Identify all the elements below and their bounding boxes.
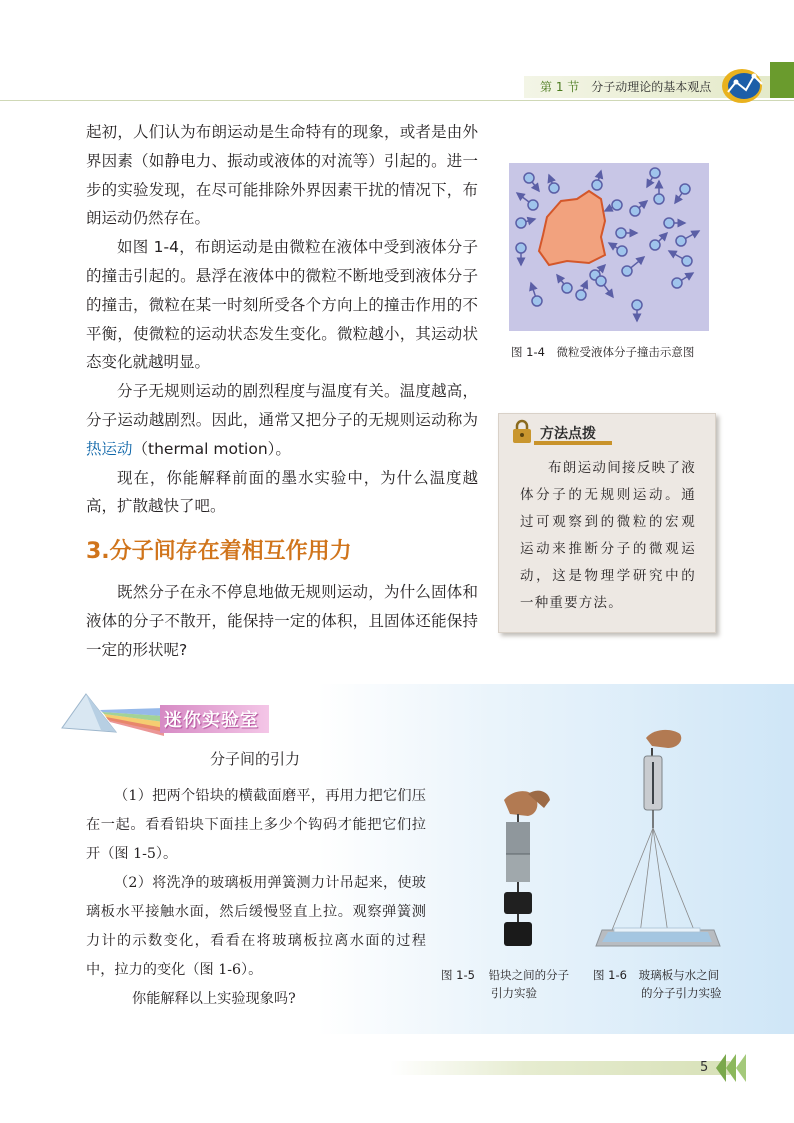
figure-1-6-label: 图 1-6 (593, 968, 627, 982)
figure-1-6-spring-scale (594, 724, 724, 956)
lab-step: （2）将洗净的玻璃板用弹簧测力计吊起来，使玻璃板水平接触水面，然后缓慢竖直上拉。观察弹簧测力计的示数变化，看看在将玻璃板拉离水面的过程中，拉力的变化（图 1-6）。 (86, 875, 426, 978)
main-text-2 (86, 578, 478, 664)
figure-1-5-lead-blocks (484, 784, 554, 954)
paragraph-text: （thermal motion）。 (132, 439, 291, 458)
paragraph (86, 377, 478, 463)
paragraph: 如图 1-4，布朗运动是由微粒在液体中受到液体分子的撞击引起的。悬浮在液体中的微粒不断地受到液体分子的撞击，微粒在某一时刻所受各个方向上的撞击作用的不平衡，使微粒的运动状态发生变化。微粒越小，其运动状态变化就越明显。 (86, 238, 478, 372)
method-tip-paragraph: 布朗运动间接反映了液体分子的无规则运动。通过可观察到的微粒的宏观运动来推断分子的微观运动，这是物理学研究中的一种重要方法。 (520, 460, 696, 611)
footer-band (390, 1061, 730, 1075)
lab-step: （1）把两个铅块的横截面磨平，再用力把它们压在一起。看看铅块下面挂上多少个钩码才能把它们拉开（图 1-5）。 (86, 788, 426, 862)
footer-chevrons-icon (714, 1054, 748, 1082)
paragraph-text: 分子无规则运动的剧烈程度与温度有关。温度越高，分子运动越剧烈。因此，通常又把分子的无规则运动称为 (86, 382, 478, 429)
lab-question: 你能解释以上实验现象吗? (132, 991, 296, 1007)
section-heading: 3.分子间存在着相互作用力 (86, 539, 352, 564)
figure-1-6-title-line1: 玻璃板与水之间 (638, 968, 720, 982)
lock-icon (510, 418, 534, 444)
section-number: 第 1 节 (540, 80, 580, 94)
key-term: 热运动 (86, 439, 133, 458)
section-title: 分子动理论的基本观点 (591, 80, 712, 94)
figure-1-5-title-line2: 引力实验 (491, 986, 537, 1000)
method-tip-title: 方法点拨 (540, 426, 596, 442)
brownian-diagram (509, 163, 709, 331)
paragraph: 既然分子在永不停息地做无规则运动，为什么固体和液体的分子不散开，能保持一定的体积，且固体还能保持一定的形状呢? (86, 583, 478, 659)
paragraph: 现在，你能解释前面的墨水实验中，为什么温度越高，扩散越快了吧。 (86, 468, 478, 516)
main-text (86, 118, 478, 521)
figure-1-4-caption: 图 1-4 微粒受液体分子撞击示意图 (511, 345, 695, 359)
running-header (540, 78, 711, 95)
figure-1-6-caption (593, 966, 722, 1002)
mini-lab-subtitle: 分子间的引力 (210, 750, 301, 768)
figure-1-4 (509, 163, 709, 331)
chapter-emblem-icon (716, 62, 772, 106)
header-rule (0, 100, 794, 101)
particle-blob (539, 191, 605, 265)
page-number: 5 (700, 1060, 709, 1075)
figure-1-5-label: 图 1-5 (441, 968, 475, 982)
paragraph: 起初，人们认为布朗运动是生命特有的现象，或者是由外界因素（如静电力、振动或液体的对流等）引起的。进一步的实验发现，在尽可能排除外界因素干扰的情况下，布朗运动仍然存在。 (86, 123, 478, 228)
mini-lab-steps (86, 782, 426, 1014)
prism-icon (56, 688, 166, 738)
figure-1-5-title-line1: 铅块之间的分子 (488, 968, 570, 982)
method-tip-text (520, 455, 696, 617)
header-corner-block (770, 62, 794, 98)
mini-lab-title: 迷你实验室 (160, 705, 269, 733)
figure-1-5-caption (441, 966, 569, 1002)
figure-1-6-title-line2: 的分子引力实验 (641, 986, 722, 1000)
